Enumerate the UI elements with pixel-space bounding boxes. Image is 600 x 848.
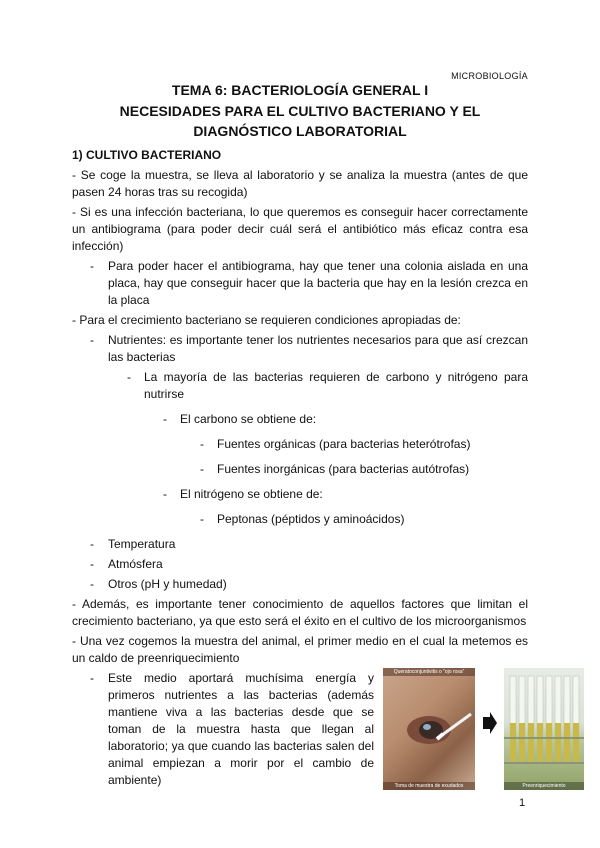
bullet-dash: - <box>90 333 94 347</box>
bullet-dash: - <box>163 412 167 426</box>
list-item <box>72 332 528 366</box>
list-item-text: Peptonas (péptidos y aminoácidos) <box>217 512 405 526</box>
list-item-text: El carbono se obtiene de: <box>180 412 317 426</box>
list-item <box>72 486 528 503</box>
bullet-dash: - <box>200 462 204 476</box>
eye-photo-illustration <box>383 668 475 790</box>
list-item <box>72 670 374 789</box>
list-item-text: Fuentes inorgánicas (para bacterias autótrofas) <box>217 462 470 476</box>
paragraph: - Se coge la muestra, se lleva al laboratorio y se analiza la muestra (antes de que pasen 24 horas tras su recogida) <box>72 168 528 199</box>
page-number: 1 <box>519 797 526 809</box>
list-item <box>72 461 528 478</box>
paragraph: - Una vez cogemos la muestra del animal, el primer medio en el cual la metemos es un caldo de preenriquecimiento <box>72 634 528 665</box>
list-item <box>72 511 528 528</box>
paragraph: - Para el crecimiento bacteriano se requieren condiciones apropiadas de: <box>72 313 461 327</box>
list-item-text: Este medio aportará muchísima energía y primeros nutrientes a las bacterias (además mantiene viva a las bacterias desde que se toman de la muestra hasta que llegan al laboratorio; ya que cuando las bacterias salen del animal empiezan a morir por el cambio de ambiente) <box>108 671 374 787</box>
tubes-photo-illustration <box>504 668 584 790</box>
figure-caption-bottom: Preenriquecimiento <box>504 782 584 790</box>
list-item <box>72 436 528 453</box>
list-item-text: El nitrógeno se obtiene de: <box>180 487 323 501</box>
bullet-dash: - <box>90 537 94 551</box>
list-item-text: Atmósfera <box>108 557 163 571</box>
list-item <box>72 576 528 593</box>
bullet-dash: - <box>200 512 204 526</box>
list-item <box>72 369 528 403</box>
paragraph: - Además, es importante tener conocimiento de aquellos factores que limitan el crecimiento bacteriano, ya que esto será el éxito en el cultivo de los microorganismos <box>72 597 528 628</box>
bullet-dash: - <box>90 259 94 273</box>
list-item-text: Para poder hacer el antibiograma, hay que tener una colonia aislada en una placa, hay que conseguir hacer que la bacteria que hay en la lesión crezca en la placa <box>108 259 528 307</box>
paragraph: - Si es una infección bacteriana, lo que queremos es conseguir hacer correctamente un antibiograma (para poder decir cuál será el antibiótico más eficaz contra esa infección) <box>72 205 528 253</box>
list-item <box>72 536 528 553</box>
section-heading: 1) CULTIVO BACTERIANO <box>72 148 222 162</box>
list-item-text: Nutrientes: es importante tener los nutrientes necesarios para que así crezcan las bacterias <box>108 333 528 364</box>
list-item <box>72 411 528 428</box>
list-item-text: Fuentes orgánicas (para bacterias heterótrofas) <box>217 437 471 451</box>
bullet-dash: - <box>90 577 94 591</box>
bullet-dash: - <box>127 370 131 384</box>
list-item-text: Temperatura <box>108 537 176 551</box>
list-item <box>72 556 528 573</box>
list-item <box>72 258 528 309</box>
figure-caption-top: Queratoconjuntivitis o “ojo rosa” <box>383 668 475 676</box>
figure-eye-sample-photo <box>383 668 475 790</box>
bullet-dash: - <box>163 487 167 501</box>
arrow-right-icon <box>483 712 497 734</box>
title-line-1: TEMA 6: BACTERIOLOGÍA GENERAL I <box>171 82 429 98</box>
figure-enrichment-tubes-photo <box>504 668 584 790</box>
bullet-dash: - <box>90 671 94 685</box>
title-line-2: NECESIDADES PARA EL CULTIVO BACTERIANO Y EL <box>119 103 481 119</box>
list-item-text: Otros (pH y humedad) <box>108 577 227 591</box>
title-line-3: DIAGNÓSTICO LABORATORIAL <box>193 123 407 139</box>
bullet-dash: - <box>90 557 94 571</box>
bullet-dash: - <box>200 437 204 451</box>
running-header: MICROBIOLOGÍA <box>451 71 528 81</box>
list-item-text: La mayoría de las bacterias requieren de carbono y nitrógeno para nutrirse <box>144 370 528 401</box>
figure-caption-bottom: Toma de muestra de exudados <box>383 782 475 790</box>
